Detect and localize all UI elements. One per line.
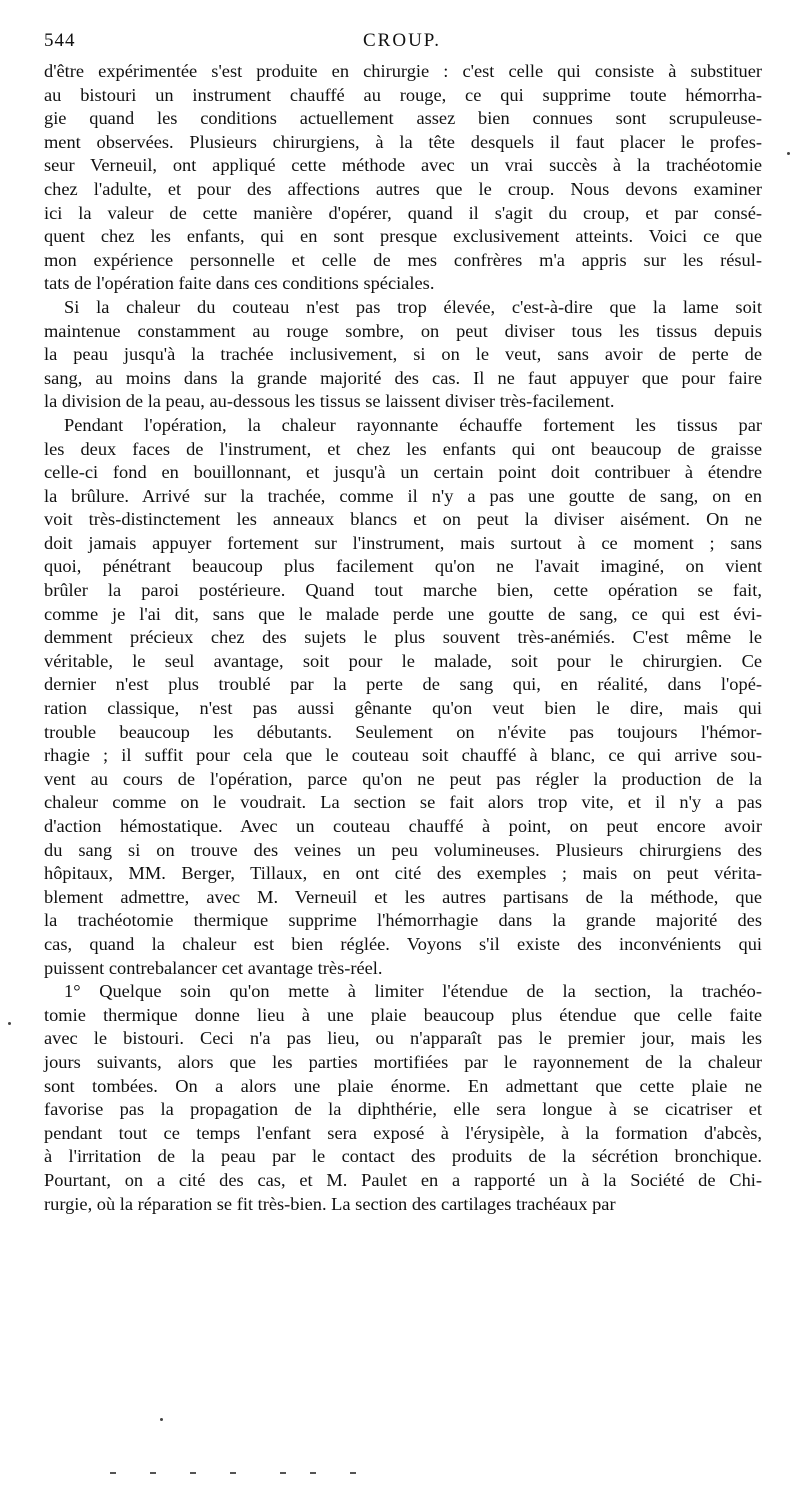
text-line: du sang si on trouve des veines un peu volumineuses. Plusieurs chirurgiens des [44,839,762,860]
text-line: au bistouri un instrument chauffé au rouge, ce qui supprime toute hémorrha- [44,84,762,105]
margin-speck [8,1022,11,1025]
text-line: voit très-distinctement les anneaux blancs et on peut la diviser aisément. On ne [44,509,762,530]
running-title: CROUP. [363,30,441,51]
margin-speck [160,1418,163,1421]
text-line: jours suivants, alors que les parties mortifiées par le rayonnement de la chaleur [44,1051,762,1072]
text-line: cas, quand la chaleur est bien réglée. Voyons s'il existe des inconvénients qui [44,933,762,954]
text-line: avec le bistouri. Ceci n'a pas lieu, ou n'apparaît pas le premier jour, mais les [44,1028,762,1049]
text-line: d'être expérimentée s'est produite en chirurgie : c'est celle qui consiste à substituer [44,61,762,81]
text-line: blement admettre, avec M. Verneuil et les autres partisans de la méthode, que [44,886,762,907]
text-line: chez l'adulte, et pour des affections autres que le croup. Nous devons examiner [44,178,762,199]
text-line: rurgie, où la réparation se fit très-bien. La section des cartilages trachéaux par [44,1193,616,1214]
text-line: maintenue constamment au rouge sombre, on peut diviser tous les tissus depuis [44,320,762,341]
text-line: pendant tout ce temps l'enfant sera exposé à l'érysipèle, à la formation d'abcès, [44,1122,762,1143]
text-line: favorise pas la propagation de la diphthérie, elle sera longue à se cicatriser et [44,1099,762,1120]
text-line: brûler la paroi postérieure. Quand tout marche bien, cette opération se fait, [44,580,762,601]
text-line: sang, au moins dans la grande majorité des cas. Il ne faut appuyer que pour faire [44,367,762,388]
text-line: hôpitaux, MM. Berger, Tillaux, en ont cité des exemples ; mais on peut vérita- [44,863,762,884]
page-number: 544 [44,30,76,51]
text-line: rhagie ; il suffit pour cela que le couteau soit chauffé à blanc, ce qui arrive sou- [44,745,762,766]
text-line: vent au cours de l'opération, parce qu'on ne peut pas régler la production de la [44,768,762,789]
text-line: ration classique, n'est pas aussi gênante qu'on veut bien le dire, mais qui [44,698,762,719]
text-line: ment observées. Plusieurs chirurgiens, à la tête desquels il faut placer le profes- [44,131,762,152]
text-line: la division de la peau, au-dessous les tissus se laissent diviser très-facilement. [44,391,615,412]
text-line: Pendant l'opération, la chaleur rayonnante échauffe fortement les tissus par [64,414,762,435]
text-line: Pourtant, on a cité des cas, et M. Paulet en a rapporté un à la Société de Chi- [44,1169,762,1190]
text-line: d'action hémostatique. Avec un couteau chauffé à point, on peut encore avoir [44,816,762,836]
text-line: à l'irritation de la peau par le contact des produits de la sécrétion bronchique. [44,1146,762,1167]
text-line: celle-ci fond en bouillonnant, et jusqu'à un certain point doit contribuer à étendre [44,462,762,483]
footer-smudge [110,1472,370,1478]
text-line: mon expérience personnelle et celle de mes confrères m'a appris sur les résul- [44,249,762,270]
paragraph [44,296,762,414]
text-line: Si la chaleur du couteau n'est pas trop élevée, c'est-à-dire que la lame soit [64,296,762,317]
text-line: chaleur comme on le voudrait. La section se fait alors trop vite, et il n'y a pas [44,792,762,813]
paragraph [44,980,762,1216]
text-line: sont tombées. On a alors une plaie énorme. En admettant que cette plaie ne [44,1075,762,1096]
text-line: demment précieux chez des sujets le plus souvent très-anémiés. C'est même le [44,627,762,648]
paragraph [44,60,762,296]
text-line: la trachéotomie thermique supprime l'hémorrhagie dans la grande majorité des [44,910,762,931]
text-line: les deux faces de l'instrument, et chez les enfants qui ont beaucoup de graisse [44,438,762,459]
text-line: la peau jusqu'à la trachée inclusivement, si on le veut, sans avoir de perte de [44,344,762,365]
text-line: quent chez les enfants, qui en sont presque exclusivement atteints. Voici ce que [44,226,762,247]
text-line: dernier n'est plus troublé par la perte de sang qui, en réalité, dans l'opé- [44,674,762,695]
text-line: tomie thermique donne lieu à une plaie beaucoup plus étendue que celle faite [44,1004,762,1025]
paragraph [44,414,762,980]
text-line: gie quand les conditions actuellement assez bien connues sont scrupuleuse- [44,108,762,129]
text-line: tats de l'opération faite dans ces conditions spéciales. [44,273,435,294]
text-line: 1° Quelque soin qu'on mette à limiter l'étendue de la section, la trachéo- [64,981,762,1002]
body-text [44,60,762,1216]
text-line: seur Verneuil, ont appliqué cette méthode avec un vrai succès à la trachéotomie [44,155,762,176]
text-line: ici la valeur de cette manière d'opérer, quand il s'agit du croup, et par consé- [44,202,762,223]
text-line: comme je l'ai dit, sans que le malade perde une goutte de sang, ce qui est évi- [44,603,762,624]
text-line: la brûlure. Arrivé sur la trachée, comme il n'y a pas une goutte de sang, on en [44,485,762,506]
text-line: quoi, pénétrant beaucoup plus facilement qu'on ne l'avait imaginé, on vient [44,556,762,577]
margin-speck [787,152,790,155]
text-line: véritable, le seul avantage, soit pour le malade, soit pour le chirurgien. Ce [44,650,762,671]
text-line: doit jamais appuyer fortement sur l'instrument, mais surtout à ce moment ; sans [44,532,762,553]
page-header [44,30,760,52]
text-line: puissent contrebalancer cet avantage très-réel. [44,957,383,978]
text-line: trouble beaucoup les débutants. Seulement on n'évite pas toujours l'hémor- [44,721,762,742]
